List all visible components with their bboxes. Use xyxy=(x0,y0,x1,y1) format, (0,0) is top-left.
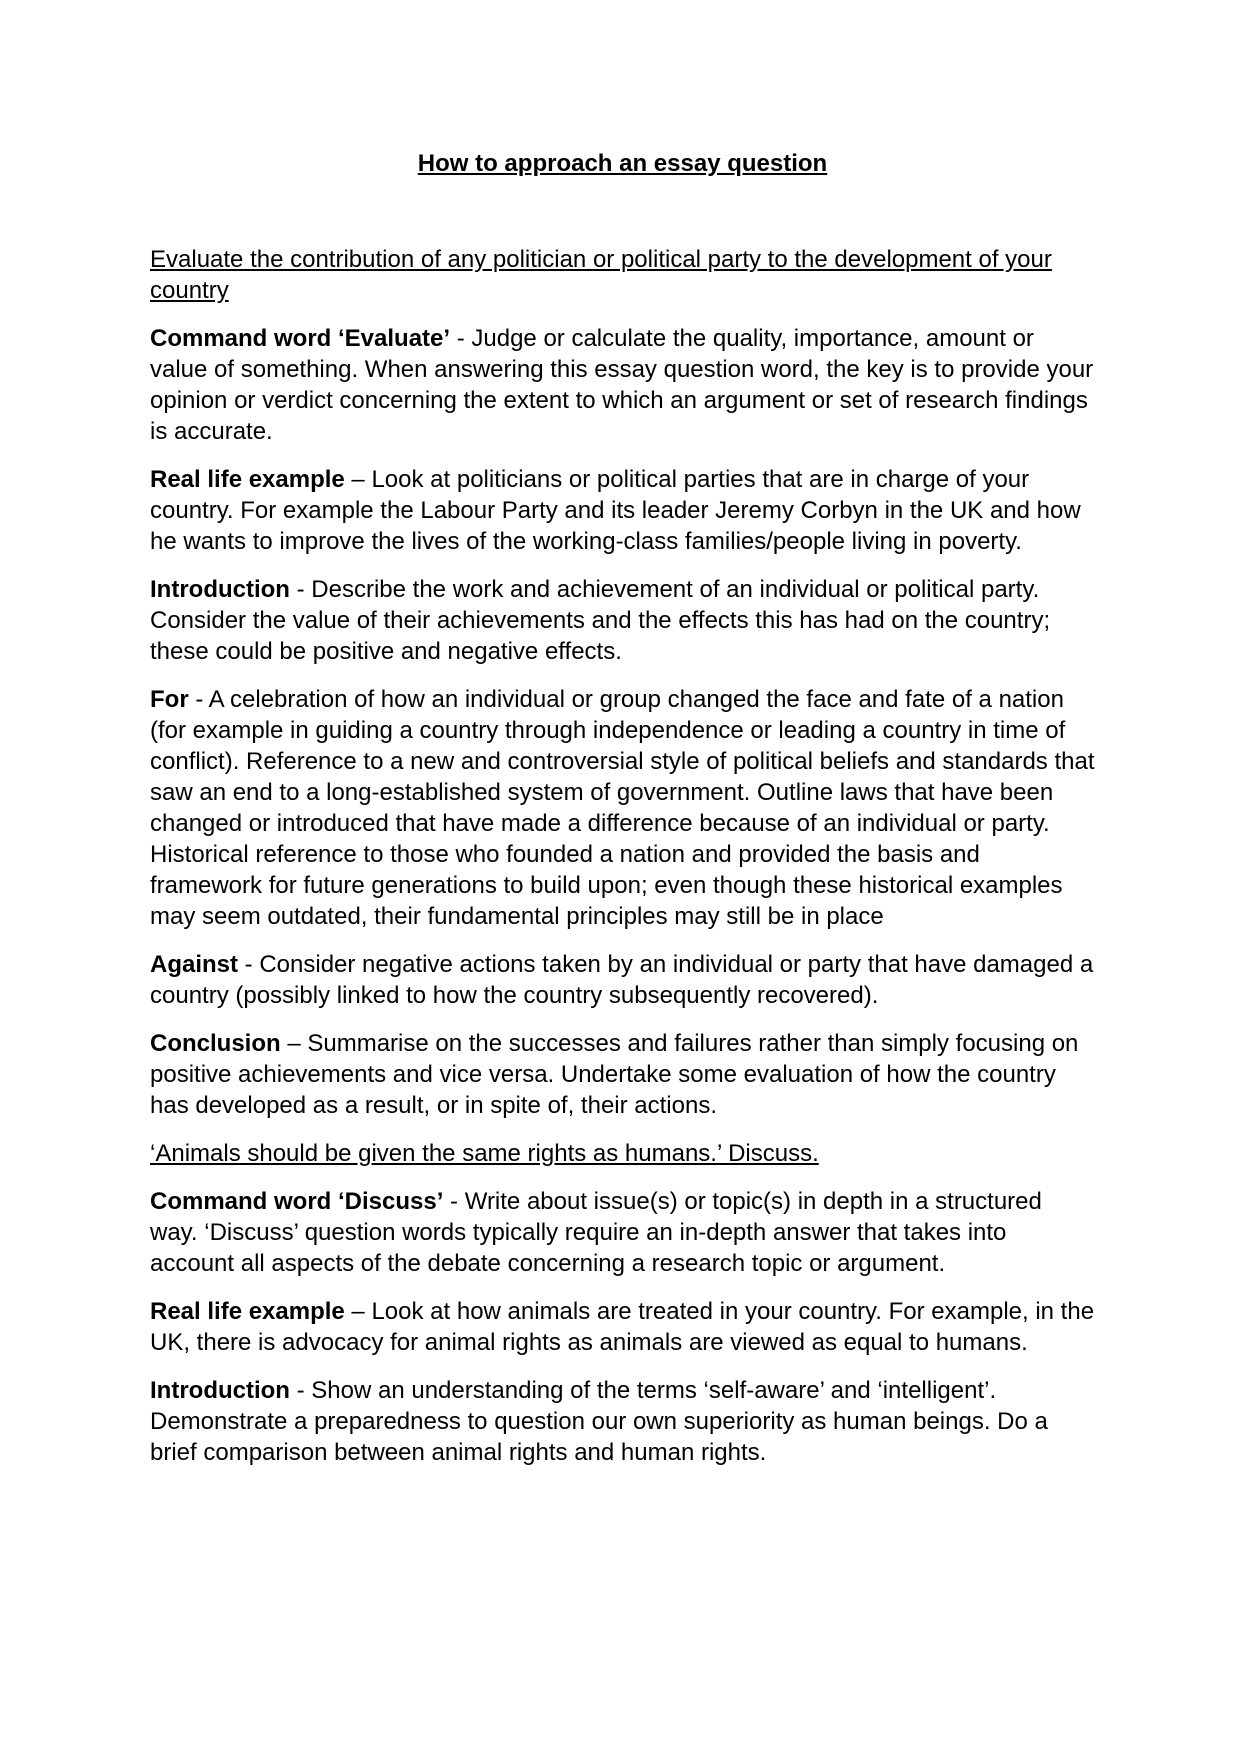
document-body xyxy=(150,244,1095,1485)
paragraph-introduction-2 xyxy=(150,1375,1095,1468)
paragraph-text: – Summarise on the successes and failures rather than simply focusing on positive achievements and vice versa. Undertake some evaluation of how the country has developed as a result, or in spite of, their actions. xyxy=(150,1030,1079,1119)
paragraph-text: – Look at politicians or political parties that are in charge of your country. For example the Labour Party and its leader Jeremy Corbyn in the UK and how he wants to improve the lives of the working-class families/people living in poverty. xyxy=(150,466,1081,555)
paragraph-against xyxy=(150,949,1095,1011)
paragraph-text: - Judge or calculate the quality, importance, amount or value of something. When answering this essay question word, the key is to provide your opinion or verdict concerning the extent to which an argument or set of research findings is accurate. xyxy=(150,325,1094,445)
paragraph-text: - A celebration of how an individual or group changed the face and fate of a nation (for example in guiding a country through independence or leading a country in time of conflict). Reference to a new and controversial style of political beliefs and standards that saw an end to a long-established system of government. Outline laws that have been changed or introduced that have made a difference because of an individual or party. Historical reference to those who founded a nation and provided the basis and framework for future generations to build upon; even though these historical examples may seem outdated, their fundamental principles may still be in place xyxy=(150,686,1095,930)
paragraph-command-word-evaluate xyxy=(150,323,1095,447)
paragraph-label: Introduction xyxy=(150,576,290,603)
paragraph-command-word-discuss xyxy=(150,1186,1095,1279)
paragraph-real-life-example xyxy=(150,464,1095,557)
paragraph-introduction xyxy=(150,574,1095,667)
paragraph-text: - Consider negative actions taken by an individual or party that have damaged a country (possibly linked to how the country subsequently recovered). xyxy=(150,951,1094,1009)
paragraph-for xyxy=(150,684,1095,932)
paragraph-conclusion xyxy=(150,1028,1095,1121)
paragraph-text: - Describe the work and achievement of an individual or political party. Consider the value of their achievements and the effects this has had on the country; these could be positive and negative effects. xyxy=(150,576,1051,665)
paragraph-label: For xyxy=(150,686,189,713)
essay-question-1: Evaluate the contribution of any politician or political party to the development of your country xyxy=(150,246,1052,304)
paragraph-label: Introduction xyxy=(150,1377,290,1404)
paragraph-label: Real life example xyxy=(150,1298,345,1325)
paragraph-real-life-example-2 xyxy=(150,1296,1095,1358)
paragraph-text: - Write about issue(s) or topic(s) in depth in a structured way. ‘Discuss’ question words typically require an in-depth answer that takes into account all aspects of the debate concerning a research topic or argument. xyxy=(150,1188,1042,1277)
document-title: How to approach an essay question xyxy=(417,150,828,177)
paragraph-label: Command word ‘Evaluate’ xyxy=(150,325,451,352)
paragraph-text: – Look at how animals are treated in your country. For example, in the UK, there is advocacy for animal rights as animals are viewed as equal to humans. xyxy=(150,1298,1095,1356)
paragraph-label: Against xyxy=(150,951,239,978)
essay-question-2: ‘Animals should be given the same rights as humans.’ Discuss. xyxy=(150,1140,819,1167)
paragraph-label: Real life example xyxy=(150,466,345,493)
paragraph-label: Command word ‘Discuss’ xyxy=(150,1188,444,1215)
paragraph-text: - Show an understanding of the terms ‘self-aware’ and ‘intelligent’. Demonstrate a preparedness to question our own superiority as human beings. Do a brief comparison between animal rights and human rights. xyxy=(150,1377,1048,1466)
paragraph-label: Conclusion xyxy=(150,1030,281,1057)
